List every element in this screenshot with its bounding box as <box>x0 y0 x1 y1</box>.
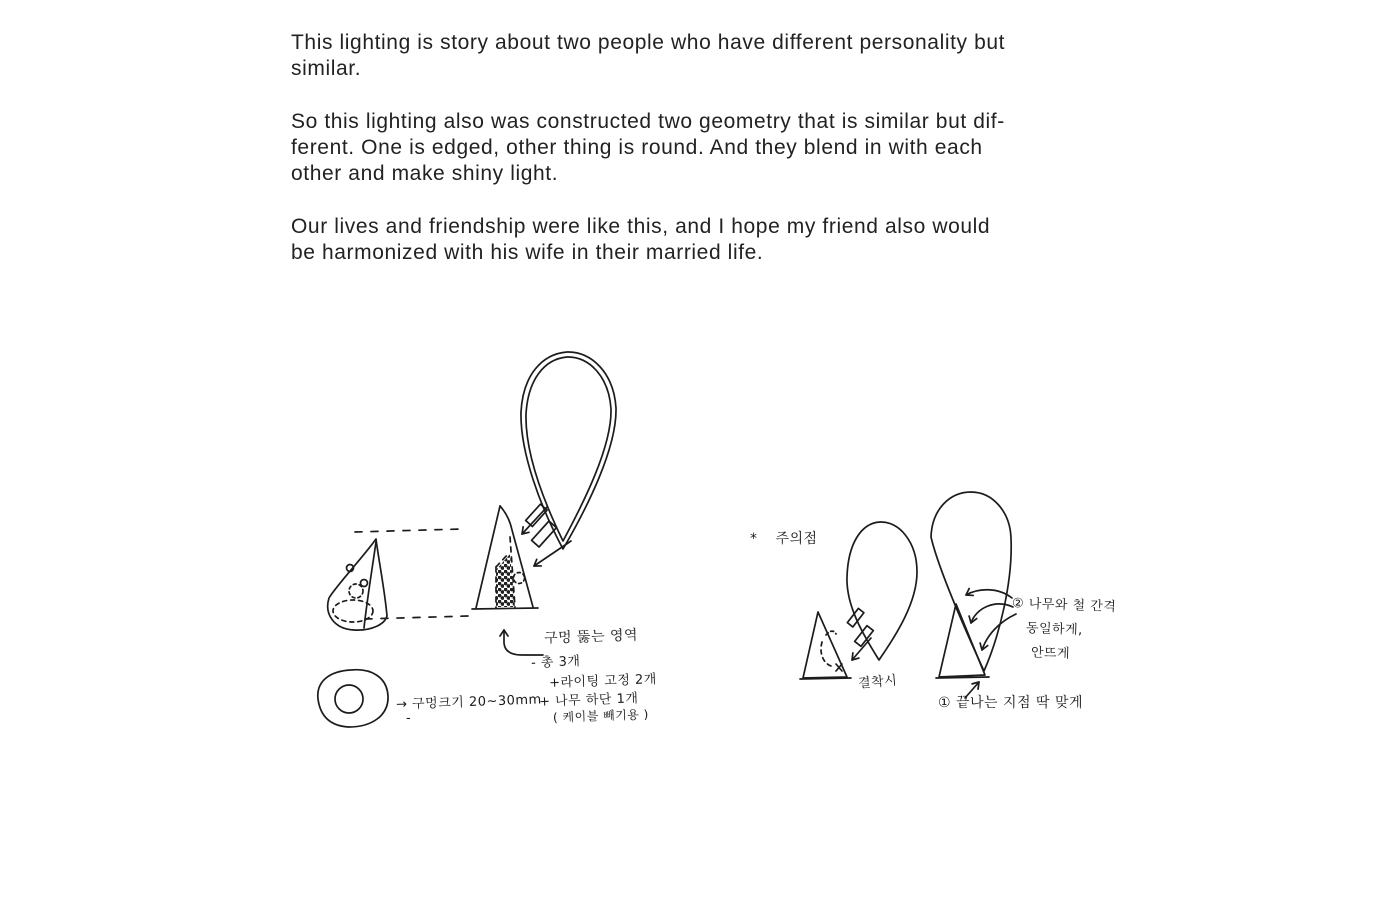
gap-pointer-arrows <box>966 590 1016 650</box>
hole-circle <box>335 685 363 713</box>
cone-side-view-sketch <box>472 506 538 609</box>
intro-text <box>291 30 1151 293</box>
caution-label: 주의점 <box>775 531 818 547</box>
joined-teardrop-sketch <box>931 492 1011 678</box>
text-line: So this lighting also was constructed two geometry that is similar but dif- <box>291 110 1005 133</box>
text-line: be harmonized with his wife in their married life. <box>291 241 764 264</box>
asterisk-icon: * <box>750 531 758 547</box>
sketches-canvas <box>270 330 1150 790</box>
fixing-tab <box>526 504 547 526</box>
intro-paragraph-3 <box>291 214 1151 266</box>
annotation-lighting-fix: +라이팅 고정 2개 <box>548 672 658 691</box>
annotation-hole-size: → 구멍크기 20~30mm <box>395 692 542 713</box>
annotation-caution <box>750 528 818 548</box>
text-line: This lighting is story about two people who have different personality but <box>291 31 1006 54</box>
text-line: Our lives and friendship were like this, and I hope my friend also would <box>291 215 991 238</box>
annotation-cable-use: ( 케이블 빼기용 ) <box>552 707 650 725</box>
annotation-gap-line3: 안뜨게 <box>1030 645 1071 662</box>
annotation-hole-area: 구멍 뚫는 영역 <box>543 627 639 647</box>
annotation-wood-bottom: + 나무 하단 1개 <box>538 691 639 710</box>
text-line: other and make shiny light. <box>291 162 559 185</box>
annotation-gap-line2: 동일하게, <box>1025 621 1084 638</box>
annotation-dash-mark: - <box>406 711 412 726</box>
intro-paragraph-1 <box>291 30 1151 82</box>
annotation-total-count: - 총 3개 <box>530 654 581 671</box>
text-line: similar. <box>291 57 362 80</box>
annotation-attach: 결착시 <box>857 673 898 692</box>
right-small-triangle-sketch <box>800 612 851 679</box>
right-teardrop-sketch <box>847 522 917 660</box>
cone-3d-sketch <box>328 539 387 630</box>
annotation-gap-line1: ② 나무와 철 간격 <box>1011 596 1117 615</box>
fixing-tab <box>532 521 557 547</box>
intro-paragraph-2 <box>291 109 1151 187</box>
text-line: ferent. One is edged, other thing is round. And they blend in with each <box>291 136 983 159</box>
hole-top-view-sketch <box>318 670 388 727</box>
annotation-end-point: ① 끝나는 지점 딱 맞게 <box>938 695 1084 711</box>
